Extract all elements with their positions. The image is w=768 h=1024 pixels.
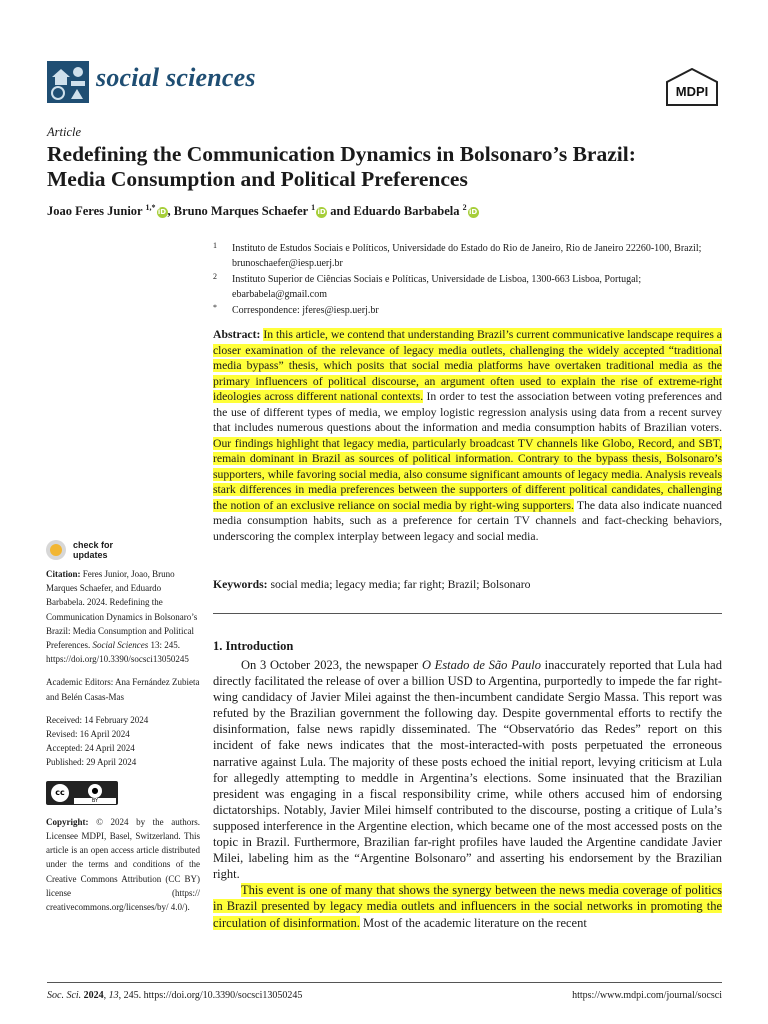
affiliation-item (213, 273, 733, 302)
citation-doi[interactable]: 13: 245. https://doi.org/10.3390/socsci13050245 (46, 640, 189, 665)
newspaper-name: O Estado de São Paulo (421, 658, 541, 672)
paragraph-text: inaccurately reported that Lula had directly facilitated the release of over a billion USD to Argentina, purportedly to impede the far right-wing candidacy of Javier Milei against the then-incumbent candidate Sergio Massa. This report was refuted by the Brazilian government the following day. Despite governmental efforts to rectify the disinformation, false news rapidly disseminated. The “Observatório das Redes” report on this incident of fake news indicates that the most-interacted-with posts perpetuated the erroneous narrative against Lula. The majority of these posts echoed the initial report, levying criticism at Lula for allegedly attempting to meddle in Argentina’s elections. Some insinuated that the Brazilian president was engaging in a fiscal responsibility crime, while others accused him of endorsing dictatorships. Notably, Javier Milei himself contributed to the discourse, posting a critique of Lula’s supposed interference in the Argentine election, which became one of the most accessed posts on the topic in Brazil. Furthermore, Brazilian far-right profiles have lauded the Argentine candidate Javier Milei, labeling him as the “Argentine Bolsonaro” and asserting his endorsement by the Brazilian right. (213, 658, 722, 882)
paragraph-text: On 3 October 2023, the newspaper (241, 658, 422, 672)
footer-journal-abbr: Soc. Sci. (47, 990, 82, 1001)
keywords (213, 578, 530, 591)
citation-text: Feres Junior, Joao, Bruno Marques Schaefer, and Eduardo Barbabela. 2024. Redefining the Communication Dynamics in Bolsonaro’s Brazil: Media Consumption and Political Preferences. (46, 569, 198, 651)
accepted-date: Accepted: 24 April 2024 (46, 743, 135, 754)
abstract-text: The data also indicate nuanced media consumption habits, such as a preference for certain TV channels and fact-checking behaviors, underscoring the complex interplay between legacy and social media. (213, 498, 722, 543)
check-for-updates-button[interactable] (46, 540, 113, 560)
footer-journal-url[interactable]: https://www.mdpi.com/journal/socsci (572, 990, 722, 1001)
divider (213, 613, 722, 614)
citation (46, 567, 200, 666)
sidebar (46, 567, 200, 914)
check-updates-line1: check for (73, 540, 114, 550)
cc-by-license-icon[interactable] (46, 781, 118, 805)
license-badge-label: BY (74, 798, 116, 804)
footer-year: 2024 (83, 990, 104, 1001)
author-name: Joao Feres Junior (47, 204, 143, 219)
affiliation-number: 1 (213, 241, 217, 250)
affiliation-number: * (213, 303, 217, 312)
copyright (46, 815, 200, 914)
check-updates-line2: updates (73, 550, 108, 560)
revised-date: Revised: 16 April 2024 (46, 729, 130, 740)
orcid-icon[interactable]: iD (157, 208, 167, 217)
journal-name: social sciences (96, 63, 256, 92)
article-type: Article (47, 125, 82, 139)
social-sciences-journal-logo (47, 61, 89, 103)
author-name: Eduardo Barbabela (353, 204, 460, 219)
highlighted-text[interactable]: In this article, we contend that understanding Brazil’s current communicative landscape requires a closer examination of the relevance of legacy media outlets, challenging the widely accepted “traditional media bypass” thesis, which posits that social media platforms have overtaken traditional media as the primary influencers of political discourse, an argument often used to explain the rise of extreme-right ideologies across different national contexts. (213, 328, 722, 403)
affiliation-item (213, 242, 733, 271)
abstract (213, 327, 722, 544)
correspondence-item (213, 304, 733, 319)
academic-editors: Academic Editors: Ana Fernández Zubieta and Belén Casas-Mas (46, 677, 200, 702)
published-date: Published: 29 April 2024 (46, 757, 137, 768)
paragraph (213, 882, 722, 930)
author-connector: and (330, 204, 351, 219)
affiliation-number: 2 (213, 272, 217, 281)
attribution-icon: ● (88, 784, 102, 798)
orcid-icon[interactable]: iD (317, 208, 326, 217)
citation-label: Citation: (46, 569, 81, 579)
footer-divider (47, 982, 722, 983)
footer-doi[interactable]: , 245. https://doi.org/10.3390/socsci13050245 (118, 990, 303, 1001)
footer-volume: 13 (108, 990, 119, 1001)
check-updates-icon (46, 540, 66, 560)
body-text (213, 657, 722, 931)
abstract-text: In order to test the association between voting preferences and the use of different types of media, we employ logistic regression analysis using data from a recent survey that includes numerous questions about the information and media consumption habits of Brazilian voters. (213, 390, 722, 434)
author-list: Joao Feres Junior $^{1,*}$iD, Bruno Marques Schaefer $^1$iD and Eduardo Barbabela $^2$iD (47, 203, 478, 219)
copyright-label: Copyright: (46, 816, 89, 827)
section-heading: 1. Introduction (213, 639, 294, 653)
footer-citation: Soc. Sci. 2024, 13, 245. https://doi.org/10.3390/socsci13050245 (47, 990, 303, 1001)
check-updates-label (73, 540, 113, 560)
author-name: Bruno Marques Schaefer (173, 204, 309, 219)
correspondence-text: Correspondence: jferes@iesp.uerj.br (232, 305, 379, 316)
title-line-1: Redefining the Communication Dynamics in Bolsonaro’s Brazil: (47, 142, 636, 166)
affiliations (213, 242, 733, 321)
keywords-text: social media; legacy media; far right; Brazil; Bolsonaro (270, 578, 531, 591)
author-affiliation-sup: 2 (462, 203, 467, 212)
mdpi-logo (664, 68, 720, 106)
publication-dates (46, 713, 200, 770)
highlighted-text[interactable]: Our findings highlight that legacy media, particularly broadcast TV channels like Globo, Record, and SBT, remain dominant in Brazil as sources of political information. Contrary to the bypass thesis, Bolsonaro’s supporters, while favoring social media, also consume significant amounts of legacy media. Analysis reveals stark differences in media preferences between the supporters of different political candidates, challenging the notion of an exclusive reliance on social media by right-wing supporters. (213, 436, 722, 512)
cc-icon: cc (51, 784, 69, 802)
affiliation-text: Instituto Superior de Ciências Sociais e Políticas, Universidade de Lisboa, 1300-663 Lisboa, Portugal; ebarbabela@gmail.com (232, 274, 642, 300)
paragraph-text: Most of the academic literature on the recent (359, 915, 587, 930)
highlighted-text[interactable]: This event is one of many that shows the synergy between the news media coverage of politics in Brazil presented by legacy media outlets and influencers in the social networks in promoting the circulation of disinformation. (213, 883, 722, 930)
received-date: Received: 14 February 2024 (46, 714, 149, 725)
abstract-label: Abstract: (213, 328, 261, 341)
keywords-label: Keywords: (213, 578, 268, 591)
affiliation-text: Instituto de Estudos Sociais e Políticos, Universidade do Estado do Rio de Janeiro, Rio de Janeiro 22260-100, Brazil; brunoschaefer@iesp.uerj.br (232, 243, 702, 269)
paragraph (213, 657, 722, 882)
author-affiliation-sup: 1 (311, 203, 316, 212)
orcid-icon[interactable]: iD (469, 208, 478, 217)
author-affiliation-sup: 1,* (145, 203, 156, 212)
article-title (47, 142, 737, 192)
mdpi-logo-text: MDPI (675, 84, 709, 99)
title-line-2: Media Consumption and Political Preferences (47, 167, 468, 191)
citation-journal: Social Sciences (92, 640, 149, 651)
copyright-text: © 2024 by the authors. Licensee MDPI, Basel, Switzerland. This article is an open access article distributed under the terms and conditions of the Creative Commons Attribution (CC BY) license (https:// creativecommons.org/licenses/by/ 4.0/). (46, 816, 200, 913)
